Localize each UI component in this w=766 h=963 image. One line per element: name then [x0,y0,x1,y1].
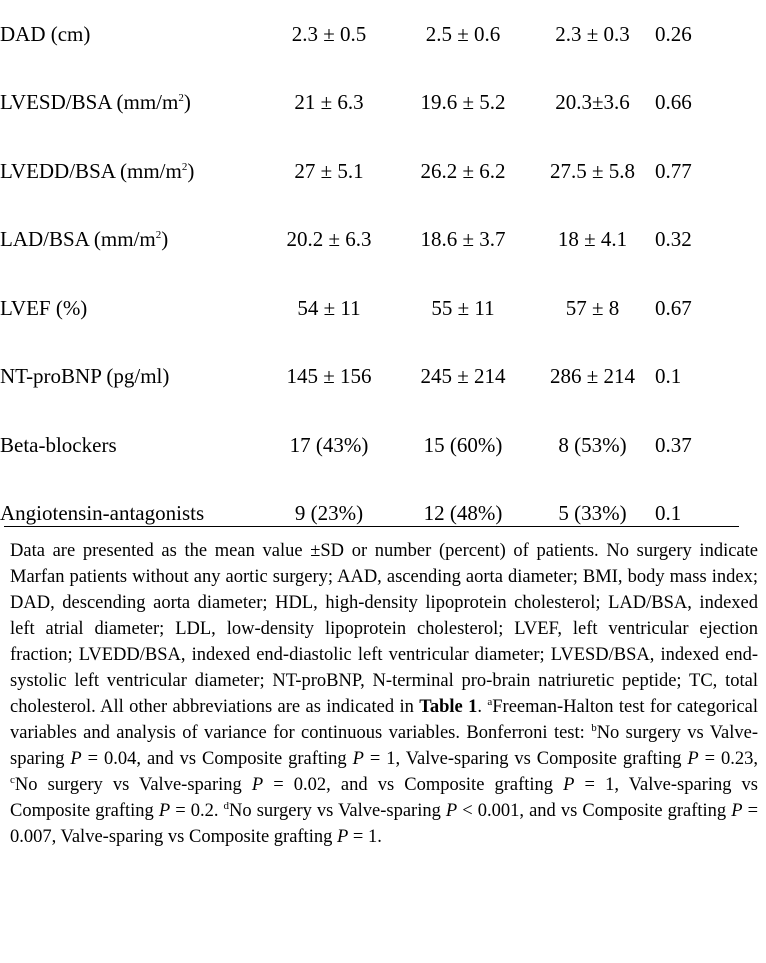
footnote-text: = 1, Valve-sparing vs Composite grafting [10,775,758,821]
row-label-end: ) [187,158,195,183]
footnote-marker-a: a [487,695,493,708]
p-value: 0.37 [655,432,692,457]
p-symbol: P [251,775,264,795]
unit-exponent: 2 [155,229,162,242]
p-value: 0.1 [655,501,682,526]
valve-sparing-value: 55 ± 11 [431,295,495,320]
row-label-text: LVEF (%) [0,295,88,320]
table-row [0,206,715,275]
valve-sparing-value: 15 (60%) [423,432,503,457]
p-symbol: P [352,749,364,769]
row-label-text: LVESD/BSA (mm/m [0,90,179,115]
no-surgery-value: 20.2 ± 6.3 [286,227,372,252]
p-symbol: P [336,827,349,847]
table-row [0,411,715,480]
p-value: 0.67 [655,295,692,320]
footnote-text: No surgery vs Valve-sparing [14,775,252,795]
p-value: 0.77 [655,158,692,183]
row-label [0,69,262,138]
p-value: 0.1 [655,364,682,389]
no-surgery-value: 145 ± 156 [286,364,372,389]
table-row [0,343,715,412]
no-surgery-value: 9 (23%) [294,501,364,526]
valve-sparing-value: 245 ± 214 [420,364,506,389]
footnote-marker-d: d [223,799,230,812]
row-label-text: LVEDD/BSA (mm/m [0,158,182,183]
p-symbol: P [563,775,575,795]
p-symbol: P [445,801,458,821]
valve-sparing-value: 12 (48%) [423,501,503,526]
valve-sparing-value: 2.5 ± 0.6 [425,21,501,46]
composite-grafting-value: 20.3±3.6 [555,90,630,115]
composite-grafting-value: 27.5 ± 5.8 [549,158,636,183]
valve-sparing-value: 18.6 ± 3.7 [420,227,506,252]
footnote-marker-c: c [10,773,15,786]
table-row [0,69,715,138]
table-row [0,137,715,206]
composite-grafting-value: 5 (33%) [558,501,627,526]
composite-grafting-value: 57 ± 8 [565,295,620,320]
table-row [0,274,715,343]
table-bottom-rule [4,526,739,527]
footnote-text: < 0.001, and vs Composite grafting [457,801,732,821]
p-symbol: P [731,801,743,821]
row-label-text: NT-proBNP (pg/ml) [0,364,170,389]
table-reference: Table 1 [419,697,478,717]
row-label [0,274,262,343]
footnote-text: = 0.2. [170,801,224,821]
p-symbol: P [70,749,82,769]
row-label [0,411,262,480]
valve-sparing-value: 19.6 ± 5.2 [420,90,506,115]
row-label [0,343,262,412]
table-row [0,0,715,69]
row-label-text: Beta-blockers [0,432,117,457]
no-surgery-value: 2.3 ± 0.5 [291,21,367,46]
footnote-text: = 0.04, and vs Composite grafting [81,749,353,769]
composite-grafting-value: 18 ± 4.1 [557,227,628,252]
footnote-text: . [477,697,488,717]
no-surgery-value: 21 ± 6.3 [294,90,364,115]
p-symbol: P [158,801,171,821]
footnote-text: = 0.007, Valve-sparing vs Composite grafting [10,801,759,847]
footnote-text: = 0.23, [698,749,759,769]
row-label [0,206,262,275]
p-value: 0.26 [655,21,692,46]
p-symbol: P [687,749,699,769]
row-label-end: ) [161,227,169,252]
footnote-text: = 1, Valve-sparing vs Composite grafting [363,749,688,769]
row-label-text: Angiotensin-antagonists [0,501,205,526]
valve-sparing-value: 26.2 ± 6.2 [420,158,506,183]
no-surgery-value: 27 ± 5.1 [294,158,364,183]
table-footnote [10,538,758,850]
footnote-marker-b: b [591,721,597,734]
footnote-text: Data are presented as the mean value ±SD or number (percent) of patients. No surgery indicate Marfan patients without any aortic surgery; AAD, ascending aorta diameter; BMI, body mass index; DAD, descending aorta diameter; HDL, high-density lipoprotein cholesterol; LAD/BSA, indexed left atrial diameter; LDL, low-density lipoprotein cholesterol; LVEF, left ventricular ejection fraction; LVEDD/BSA, indexed end-diastolic left ventricular diameter; LVESD/BSA, indexed end-systolic left ventricular diameter; NT-proBNP, N-terminal pro-brain natriuretic peptide; TC, total cholesterol. All other abbreviations are as indicated in [10,541,758,717]
p-value: 0.66 [655,90,692,115]
unit-exponent: 2 [178,92,184,105]
no-surgery-value: 54 ± 11 [297,295,361,320]
no-surgery-value: 17 (43%) [289,432,369,457]
row-label-text: LAD/BSA (mm/m [0,227,156,252]
row-label-end: ) [183,90,191,115]
row-label-text: DAD (cm) [0,21,91,46]
row-label [0,137,262,206]
composite-grafting-value: 286 ± 214 [549,364,636,389]
unit-exponent: 2 [181,160,188,173]
row-label [0,0,262,69]
footnote-text: = 1. [348,827,382,847]
footnote-text: Freeman-Halton test for categorical variables and analysis of variance for continuous variables. Bonferroni test: [10,697,759,743]
footnote-text: No surgery vs Valve-sparing [229,801,446,821]
footnote-text: = 0.02, and vs Composite grafting [263,775,564,795]
p-value: 0.32 [655,227,692,252]
composite-grafting-value: 8 (53%) [558,432,627,457]
footnote-text: No surgery vs Valve-sparing [10,723,759,769]
composite-grafting-value: 2.3 ± 0.3 [555,21,630,46]
